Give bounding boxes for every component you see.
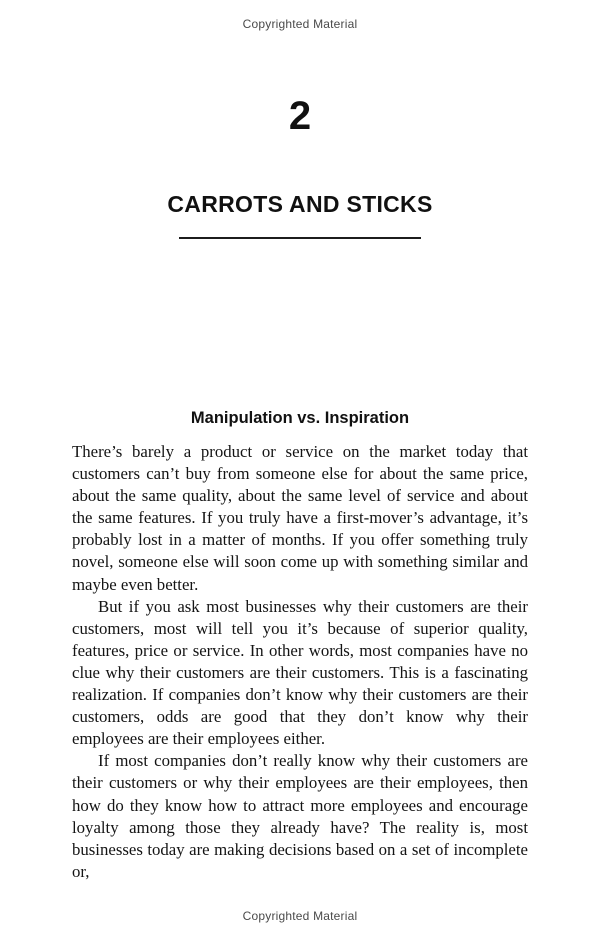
body-paragraph: But if you ask most businesses why their customers are their customers, most will tell you it’s because of superior quality, features, price or service. In other words, most companies have no clue why their customers are their customers. This is a fascinating realization. If companies don’t know why their customers are their customers, odds are good that they don’t know why their employees are their employees either. [72,596,528,749]
copyright-notice-top: Copyrighted Material [242,17,358,31]
copyright-notice-bottom: Copyrighted Material [242,909,358,923]
body-paragraph: If most companies don’t really know why their customers are their customers or why their employees are their employees, then how do they know how to attract more employees and encourage loyalty among those they already have? The reality is, most businesses today are making decisions based on a set of incomplete or, [72,751,528,881]
body-text [72,441,528,883]
section-heading: Manipulation vs. Inspiration [190,409,410,427]
chapter-title-divider [179,237,421,239]
chapter-number: 2 [288,94,312,138]
body-paragraph: There’s barely a product or service on the market today that customers can’t buy from someone else for about the same price, about the same quality, about the same level of service and about the same features. If you truly have a first-mover’s advantage, it’s probably lost in a matter of months. If you offer something truly novel, someone else will soon come up with something similar and maybe even better. [72,442,528,594]
chapter-title: CARROTS AND STICKS [167,191,433,217]
